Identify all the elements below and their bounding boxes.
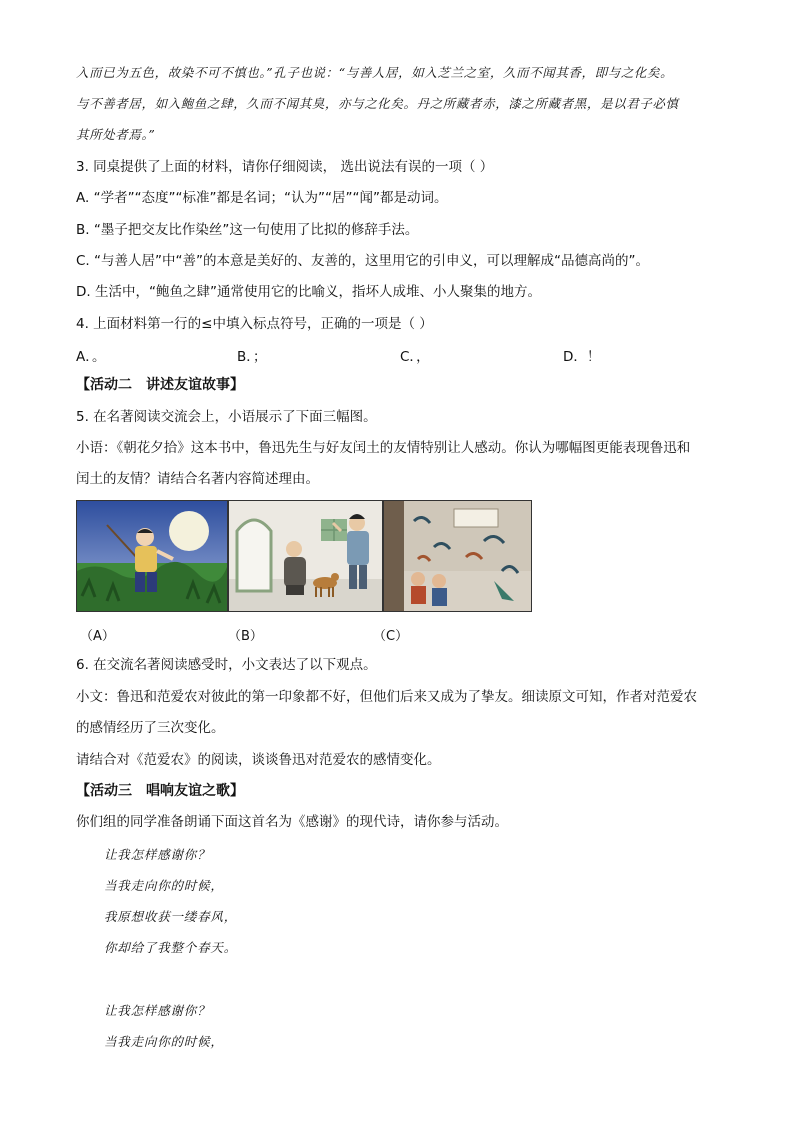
q6-stem: 6. 在交流名著阅读感受时，小文表达了以下观点。 (76, 657, 377, 673)
passage-line-3: 其所处者焉。” (76, 127, 156, 142)
q3-stem: 3. 同桌提供了上面的材料，请你仔细阅读， 选出说法有误的一项（ ） (76, 159, 494, 175)
illustration-a (76, 500, 228, 612)
poem-line-1: 让我怎样感谢你？ (104, 847, 211, 862)
q5-line-2: 闰土的友情？请结合名著内容简述理由。 (76, 471, 319, 487)
poem-line-3: 我原想收获一缕春风， (104, 909, 238, 924)
q3-option-b: B. “墨子把交友比作染丝”这一句使用了比拟的修辞手法。 (76, 222, 419, 238)
poem-line-6: 当我走向你的时候， (104, 1034, 224, 1049)
q3-option-d: D. 生活中，“鲍鱼之肆”通常使用它的比喻义，指坏人成堆、小人聚集的地方。 (76, 284, 541, 300)
q4-option-c: C．， (400, 349, 430, 365)
illustration-b (228, 500, 383, 612)
passage-line-2: 与不善者居，如入鲍鱼之肆，久而不闻其臭，亦与之化矣。丹之所藏者赤，漆之所藏者黑，是以君子必慎 (76, 96, 679, 111)
illustration-c (383, 500, 532, 612)
poem-line-2: 当我走向你的时候， (104, 878, 224, 893)
poem-line-4: 你却给了我整个春天。 (104, 940, 238, 955)
q4-stem: 4. 上面材料第一行的≤中填入标点符号，正确的一项是（ ） (76, 316, 433, 332)
activity3-intro: 你们组的同学准备朗诵下面这首名为《感谢》的现代诗，请你参与活动。 (76, 814, 508, 830)
q4-option-b: B．； (237, 349, 267, 365)
q3-option-c: C. “与善人居”中“善”的本意是美好的、友善的，这里用它的引申义，可以理解成“品德高尚的”。 (76, 253, 649, 269)
q4-option-d: D．！ (563, 349, 601, 365)
caption-c: （C） (373, 629, 409, 644)
q5-stem: 5. 在名著阅读交流会上，小语展示了下面三幅图。 (76, 409, 377, 425)
activity3-heading: 【活动三 唱响友谊之歌】 (76, 783, 244, 799)
caption-a: （A） (80, 629, 115, 644)
q5-line-1: 小语：《朝花夕拾》这本书中，鲁迅先生与好友闰土的友情特别让人感动。你认为哪幅图更能表现鲁迅和 (76, 440, 691, 456)
q3-option-a: A. “学者”“态度”“标准”都是名词；“认为”“居”“闻”都是动词。 (76, 190, 448, 206)
caption-b: （B） (228, 629, 263, 644)
q6-line-2: 的感情经历了三次变化。 (76, 720, 225, 736)
q6-line-1: 小文：鲁迅和范爱农对彼此的第一印象都不好，但他们后来又成为了挚友。细读原文可知，作者对范爱农 (76, 689, 697, 705)
q4-option-a: A．。 (76, 349, 106, 365)
passage-line-1: 入而已为五色，故染不可不慎也。”孔子也说：“与善人居，如入芝兰之室，久而不闻其香，即与之化矣。 (76, 65, 674, 80)
poem-line-5: 让我怎样感谢你？ (104, 1003, 211, 1018)
q6-line-3: 请结合对《范爱农》的阅读，谈谈鲁迅对范爱农的感情变化。 (76, 752, 441, 768)
activity2-heading: 【活动二 讲述友谊故事】 (76, 377, 244, 393)
